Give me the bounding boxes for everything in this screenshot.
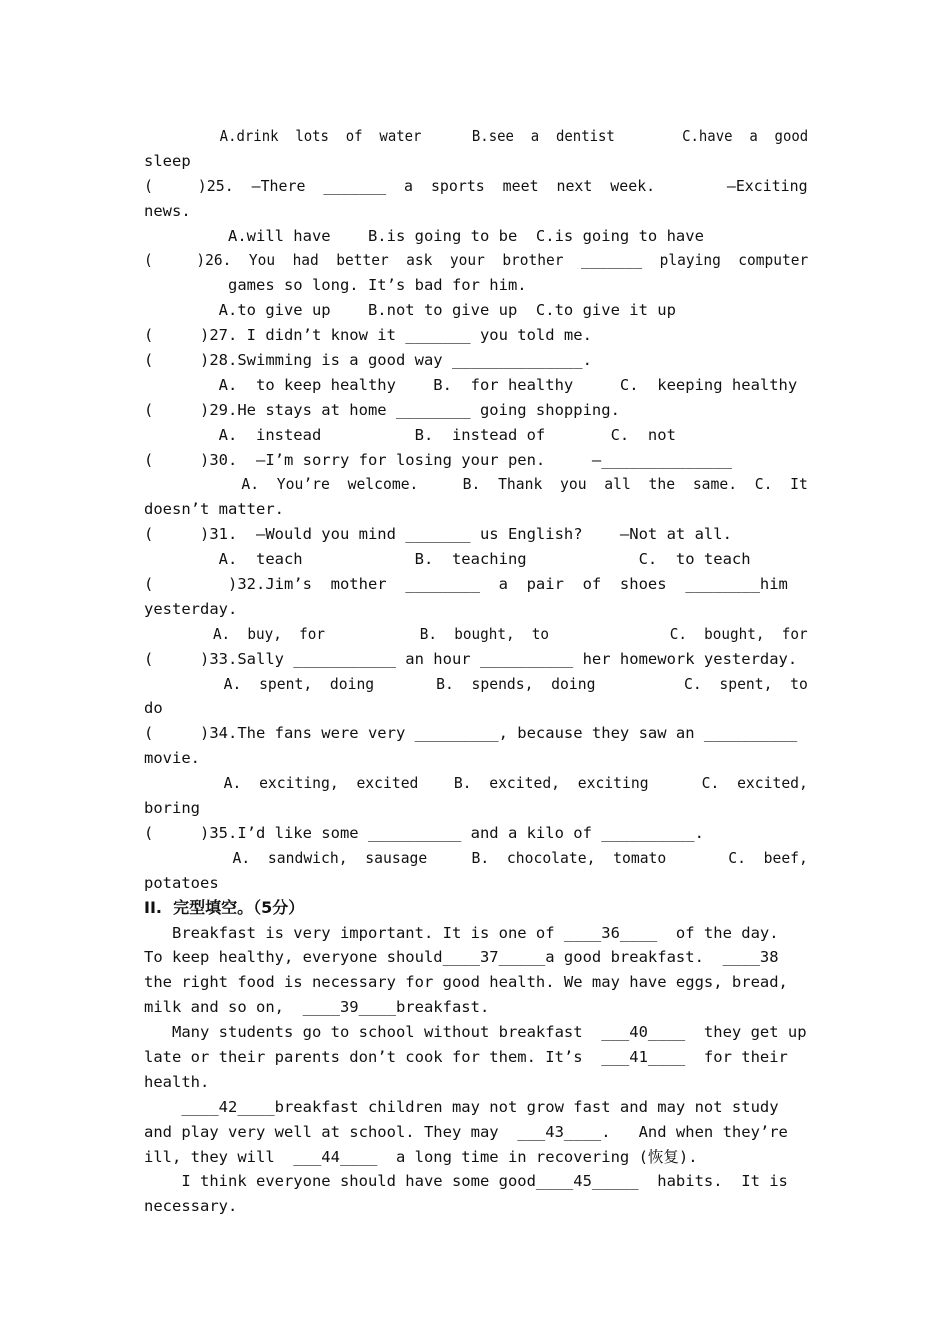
question-27: ( )27. I didn’t know it _______ you told me.	[144, 326, 592, 345]
question-30: ( )30. —I’m sorry for losing your pen. —______________	[144, 450, 732, 469]
cloze-line: Breakfast is very important. It is one of ____36____ of the day.	[144, 923, 779, 942]
question-25-cont: news.	[144, 201, 191, 220]
option-line-q24-cont: sleep	[144, 151, 191, 170]
question-35: ( )35.I’d like some __________ and a kilo of __________.	[144, 823, 704, 842]
options-34: A. exciting, excited B. excited, exciting C. excited,	[144, 774, 808, 793]
cloze-line: ____42____breakfast children may not grow fast and may not study	[144, 1097, 779, 1116]
options-26: A.to give up B.not to give up C.to give it up	[144, 301, 676, 320]
question-26-cont: games so long. It’s bad for him.	[144, 276, 527, 295]
cloze-line: I think everyone should have some good____45_____ habits. It is	[144, 1172, 788, 1191]
cloze-line: milk and so on, ____39____breakfast.	[144, 998, 490, 1017]
options-31: A. teach B. teaching C. to teach	[144, 550, 751, 569]
cloze-line: To keep healthy, everyone should____37_____a good breakfast. ____38	[144, 948, 779, 967]
question-33: ( )33.Sally ___________ an hour __________ her homework yesterday.	[144, 649, 798, 668]
cloze-line: ill, they will ___44____ a long time in recovering (恢复).	[144, 1147, 698, 1166]
cloze-line: the right food is necessary for good health. We may have eggs, bread,	[144, 973, 788, 992]
options-34-cont: boring	[144, 799, 200, 818]
question-32-cont: yesterday.	[144, 599, 238, 618]
cloze-line: necessary.	[144, 1197, 238, 1216]
options-25: A.will have B.is going to be C.is going to have	[144, 226, 704, 245]
options-35-cont: potatoes	[144, 873, 219, 892]
exam-document	[144, 124, 808, 1219]
cloze-line: late or their parents don’t cook for them. It’s ___41____ for their	[144, 1047, 788, 1066]
options-33-cont: do	[144, 699, 163, 718]
question-34-cont: movie.	[144, 749, 200, 768]
section-heading-cloze: II. 完型填空。（5分）	[144, 897, 305, 917]
options-35: A. sandwich, sausage B. chocolate, tomato C. beef,	[144, 848, 808, 867]
options-33: A. spent, doing B. spends, doing C. spent, to	[144, 674, 808, 693]
question-32: ( )32.Jim’s mother ________ a pair of shoes ________him	[144, 575, 788, 594]
options-30-cont: doesn’t matter.	[144, 500, 284, 519]
options-32: A. buy, for B. bought, to C. bought, for	[144, 624, 808, 643]
options-28: A. to keep healthy B. for healthy C. keeping healthy	[144, 375, 798, 394]
option-line-q24: A.drink lots of water B.see a dentist C.have a good	[144, 127, 809, 145]
question-28: ( )28.Swimming is a good way ______________.	[144, 351, 592, 370]
question-34: ( )34.The fans were very _________, because they saw an __________	[144, 724, 798, 743]
cloze-line: Many students go to school without breakfast ___40____ they get up	[144, 1023, 807, 1042]
question-25: ( )25. —There _______ a sports meet next week. —Exciting	[144, 176, 808, 195]
question-29: ( )29.He stays at home ________ going shopping.	[144, 400, 620, 419]
cloze-line: and play very well at school. They may ___43____. And when they’re	[144, 1122, 788, 1141]
options-30: A. You’re welcome. B. Thank you all the same. C. It	[144, 475, 808, 494]
question-26: ( )26. You had better ask your brother _______ playing computer	[144, 251, 809, 270]
options-29: A. instead B. instead of C. not	[144, 425, 676, 444]
question-31: ( )31. —Would you mind _______ us English? —Not at all.	[144, 525, 732, 544]
cloze-line: health.	[144, 1072, 210, 1091]
